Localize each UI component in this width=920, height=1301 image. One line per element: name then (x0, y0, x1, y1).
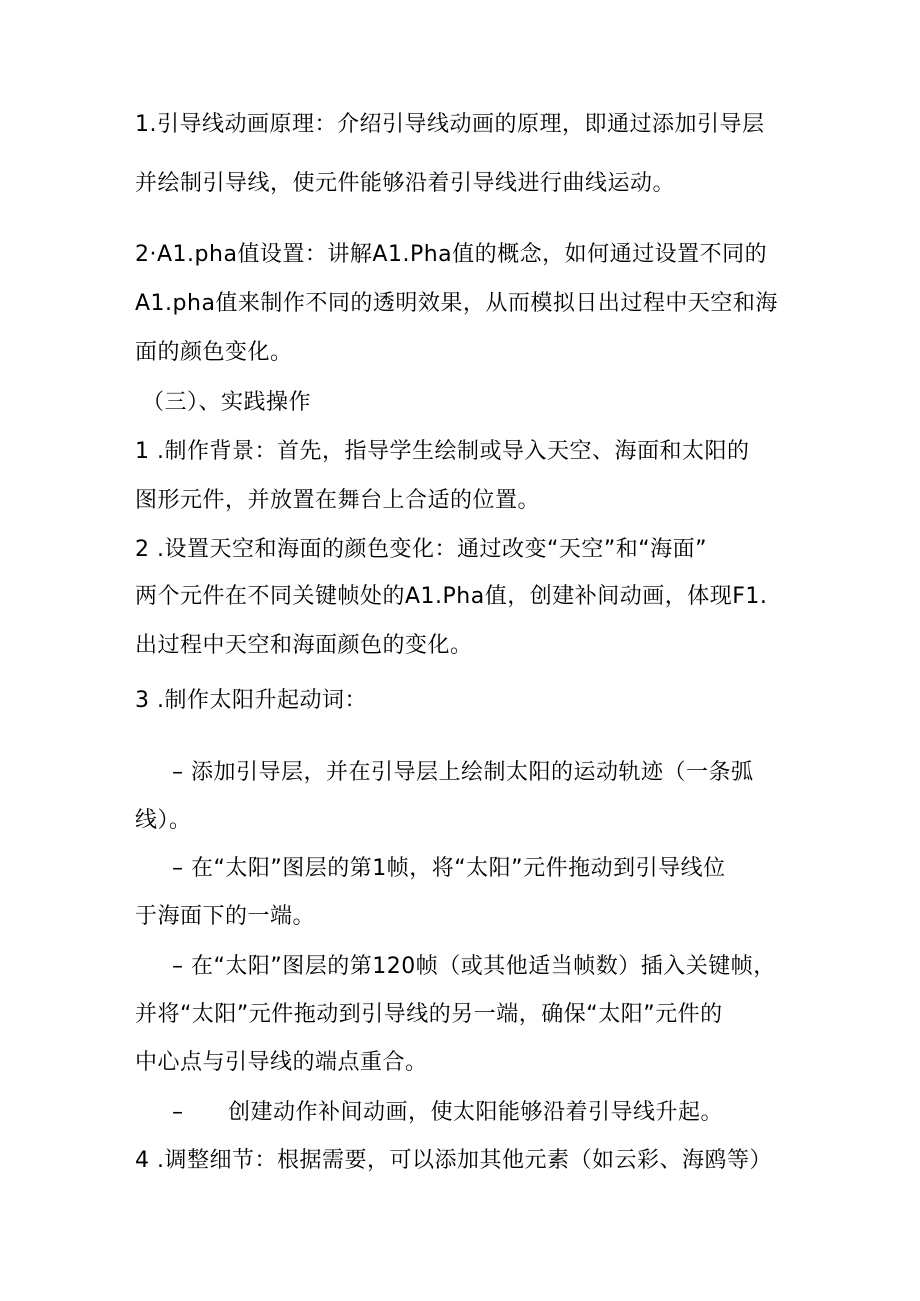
text-line: 图形元件，并放置在舞台上合适的位置。 (135, 488, 541, 513)
text-line: 3 .制作太阳升起动词： (135, 688, 367, 713)
text-line: 并绘制引导线，使元件能够沿着引导线进行曲线运动。 (135, 171, 676, 196)
text-line: 2·A1.pha值设置：讲解A1.Pha值的概念，如何通过设置不同的 (135, 242, 768, 267)
text-line: – 添加引导层，并在引导层上绘制太阳的运动轨迹（一条弧 (172, 760, 754, 785)
text-line: 线）。 (135, 808, 192, 833)
text-line: 1 .制作背景：首先，指导学生绘制或导入天空、海面和太阳的 (135, 439, 750, 464)
text-line: 4 .调整细节：根据需要，可以添加其他元素（如云彩、海鸥等） (135, 1148, 772, 1173)
list-dash: – (172, 1100, 184, 1125)
text-line: A1.pha值来制作不同的透明效果，从而模拟日出过程中天空和海 (135, 291, 778, 316)
text-line: 1.引导线动画原理：介绍引导线动画的原理，即通过添加引导层 (135, 112, 765, 137)
text-line: – 在“太阳”图层的第120帧（或其他适当帧数）插入关键帧， (172, 954, 776, 979)
text-line: 出过程中天空和海面颜色的变化。 (135, 633, 473, 658)
text-line: 并将“太阳”元件拖动到引导线的另一端，确保“太阳”元件的 (135, 1002, 723, 1027)
text-line: 面的颜色变化。 (135, 340, 293, 365)
text-line: 两个元件在不同关键帧处的A1.Pha值，创建补间动画，体现F1. (135, 584, 768, 609)
text-line: 创建动作补间动画，使太阳能够沿着引导线升起。 (228, 1100, 724, 1125)
section-heading: （三）、实践操作 (142, 390, 312, 415)
text-line: 中心点与引导线的端点重合。 (135, 1050, 428, 1075)
text-line: – 在“太阳”图层的第1帧，将“太阳”元件拖动到引导线位 (172, 856, 726, 881)
text-line: 2 .设置天空和海面的颜色变化：通过改变“天空”和“海面” (135, 537, 708, 562)
text-line: 于海面下的一端。 (135, 904, 316, 929)
